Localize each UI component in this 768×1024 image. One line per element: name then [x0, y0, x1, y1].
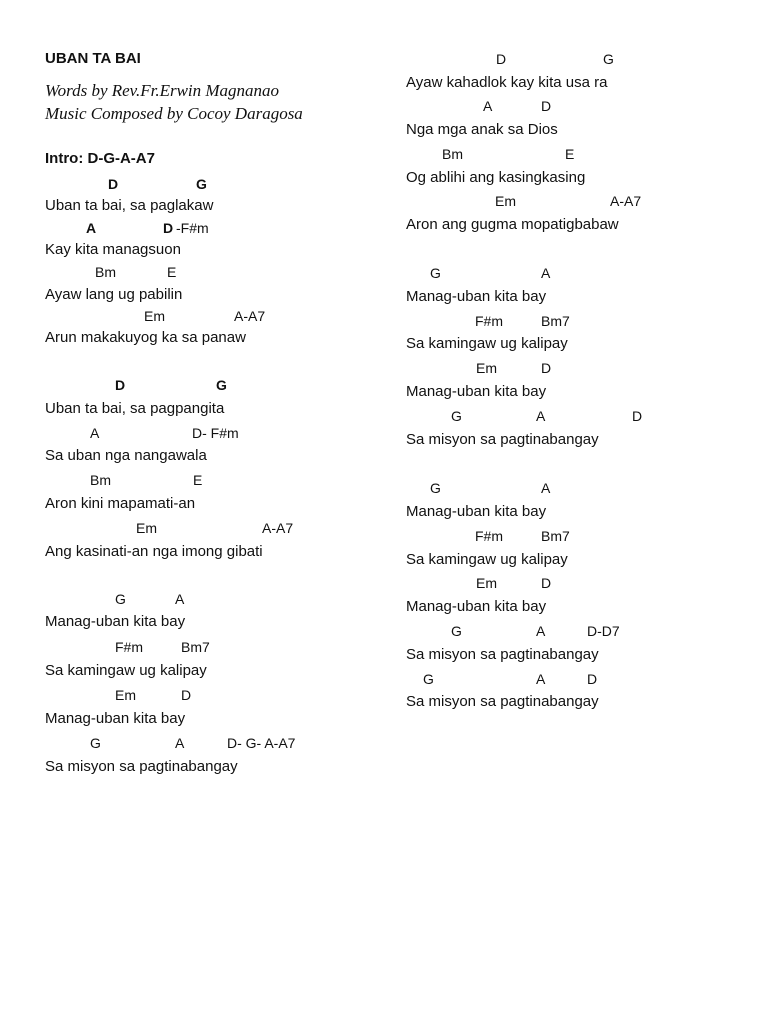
chord: F#m	[475, 313, 503, 329]
chord: D	[115, 377, 126, 393]
words-credit: Words by Rev.Fr.Erwin Magnanao	[45, 81, 280, 100]
lyric-line: Sa misyon sa pagtinabangay	[406, 693, 599, 710]
chord: A	[90, 425, 100, 441]
lyric-line: Manag-uban kita bay	[406, 598, 547, 615]
chord: D	[541, 575, 552, 591]
chord: E	[193, 472, 203, 488]
chord: G	[451, 623, 462, 639]
chord: A-A7	[262, 520, 294, 536]
lyric-line: Ang kasinati-an nga imong gibati	[45, 543, 263, 560]
chord: Em	[476, 575, 497, 591]
chord: A-A7	[610, 193, 642, 209]
lyric-line: Nga mga anak sa Dios	[406, 121, 558, 138]
lyric-line: Aron ang gugma mopatigbabaw	[406, 216, 619, 233]
chord: Bm	[90, 472, 111, 488]
chord: G	[115, 591, 126, 607]
lyric-line: Uban ta bai, sa paglakaw	[45, 197, 214, 214]
lyric-line: Manag-uban kita bay	[406, 383, 547, 400]
chord: Em	[476, 360, 497, 376]
chord: A	[541, 265, 551, 281]
chord: A	[541, 480, 551, 496]
lyric-line: Manag-uban kita bay	[45, 710, 186, 727]
chord: D	[541, 360, 552, 376]
chord: Em	[136, 520, 157, 536]
lyric-line: Manag-uban kita bay	[406, 503, 547, 520]
chord: F#m	[115, 639, 143, 655]
song-title: UBAN TA BAI	[45, 50, 141, 67]
chord: D- F#m	[192, 425, 239, 441]
lyric-line: Arun makakuyog ka sa panaw	[45, 329, 246, 346]
chord: Bm7	[541, 313, 570, 329]
chord: Em	[144, 308, 165, 324]
chord: E	[167, 264, 177, 280]
chord: G	[603, 51, 614, 67]
lyric-line: Sa misyon sa pagtinabangay	[406, 646, 599, 663]
lyric-line: Kay kita managsuon	[45, 241, 181, 258]
chord: D	[632, 408, 643, 424]
chord: A	[86, 220, 97, 236]
lyric-line: Ayaw kahadlok kay kita usa ra	[406, 74, 608, 91]
chord: A	[175, 591, 185, 607]
chord: E	[565, 146, 575, 162]
lyric-line: Sa misyon sa pagtinabangay	[45, 758, 238, 775]
chord: D	[163, 220, 174, 236]
music-credit: Music Composed by Cocoy Daragosa	[45, 104, 303, 123]
chord: D	[587, 671, 598, 687]
lyric-line: Manag-uban kita bay	[45, 613, 186, 630]
lyric-line: Sa kamingaw ug kalipay	[406, 551, 568, 568]
chord: A	[483, 98, 493, 114]
chord: G	[451, 408, 462, 424]
lyric-line: Uban ta bai, sa pagpangita	[45, 400, 225, 417]
intro-chords: Intro: D-G-A-A7	[45, 150, 155, 167]
lyric-line: Sa uban nga nangawala	[45, 447, 207, 464]
lyric-line: Og ablihi ang kasingkasing	[406, 169, 586, 186]
chord: A	[175, 735, 185, 751]
chord: Bm7	[541, 528, 570, 544]
lyric-line: Sa kamingaw ug kalipay	[45, 662, 207, 679]
chord: D- G- A-A7	[227, 735, 296, 751]
chord: Bm	[95, 264, 116, 280]
lyric-line: Sa kamingaw ug kalipay	[406, 335, 568, 352]
lyric-line: Manag-uban kita bay	[406, 288, 547, 305]
chord: G	[430, 265, 441, 281]
chord: -F#m	[176, 220, 209, 236]
chord: D	[496, 51, 507, 67]
lyric-line: Sa misyon sa pagtinabangay	[406, 431, 599, 448]
chord: Bm	[442, 146, 463, 162]
chord: A-A7	[234, 308, 266, 324]
chord: Bm7	[181, 639, 210, 655]
chord: G	[90, 735, 101, 751]
chord: Em	[495, 193, 516, 209]
chord: Em	[115, 687, 136, 703]
chord: G	[423, 671, 434, 687]
chord: D	[181, 687, 192, 703]
chord: A	[536, 408, 546, 424]
chord: A	[536, 671, 546, 687]
chord: A	[536, 623, 546, 639]
chord: D	[541, 98, 552, 114]
chord: G	[216, 377, 227, 393]
chord: G	[196, 176, 207, 192]
chord: D-D7	[587, 623, 620, 639]
chord: F#m	[475, 528, 503, 544]
lyric-line: Aron kini mapamati-an	[45, 495, 196, 512]
lyric-line: Ayaw lang ug pabilin	[45, 286, 183, 303]
chord: G	[430, 480, 441, 496]
chord: D	[108, 176, 119, 192]
